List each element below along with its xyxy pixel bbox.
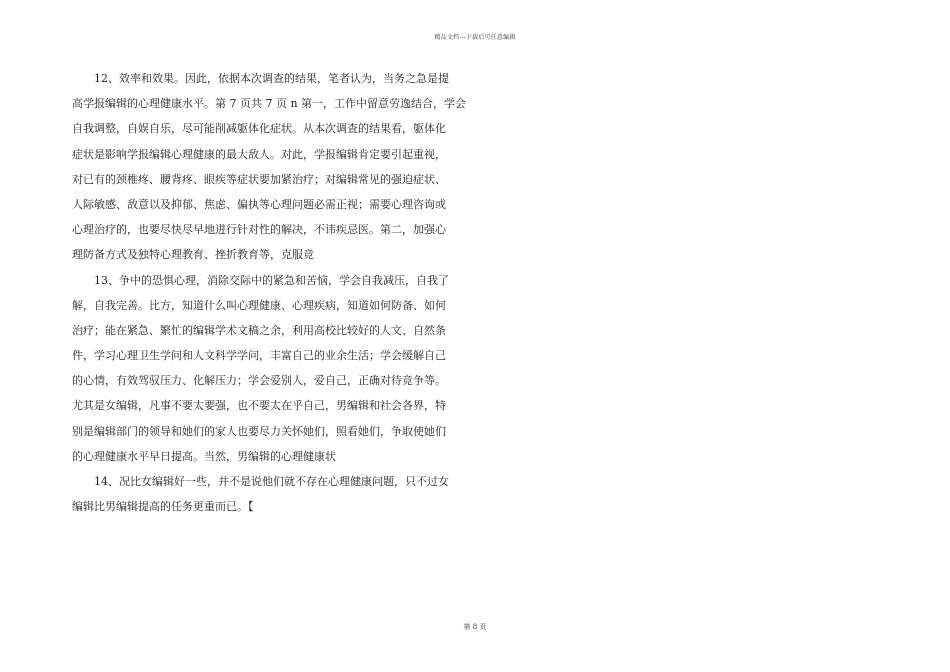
text-line: 14、况比女编辑好一些，并不是说他们就不存在心理健康问题，只不过女 [94, 475, 449, 488]
text-line: 编辑比男编辑提高的任务更重而已。【 [72, 500, 254, 514]
text-line: 尤其是女编辑，凡事不要太要强，也不要太在乎自己，男编辑和社会各界，特 [72, 399, 446, 413]
text-line: 别是编辑部门的领导和她们的家人也要尽力关怀她们，照看她们，争取使她们 [72, 424, 446, 438]
text-line: 人际敏感、敌意以及抑郁、焦虑、偏执等心理问题必需正视；需要心理咨询或 [72, 197, 446, 211]
text-line: 12、效率和效果。因此，依据本次调查的结果，笔者认为，当务之急是提 [94, 72, 449, 85]
document-body [72, 66, 466, 519]
text-line: 13、争中的恐惧心理，消除交际中的紧急和苦恼，学会自我减压，自我了 [94, 273, 449, 287]
text-line: 的心情，有效驾驭压力、化解压力；学会爱别人，爱自己，正确对待竞争等。 [72, 374, 446, 388]
page-header: 精品文档---下载后可任意编辑 [434, 34, 516, 41]
text-line: 解，自我完善。比方，知道什么叫心理健康、心理疾病，知道如何防备、如何 [72, 298, 446, 312]
text-line: 症状是影响学报编辑心理健康的最大敌人。对此，学报编辑肯定要引起重视， [72, 147, 446, 161]
text-line: 件，学习心理卫生学问和人文科学学问，丰富自己的业余生活；学会缓解自己 [72, 349, 446, 363]
text-line: 高学报编辑的心理健康水平。第 7 页共 7 页 n 第一，工作中留意劳逸结合，学会 [72, 97, 466, 111]
text-line: 心理治疗的，也要尽快尽早地进行针对性的解决，不讳疾忌医。第二，加强心 [72, 223, 446, 237]
page-number: 第 8 页 [463, 623, 487, 631]
text-line: 自我调整，自娱自乐，尽可能削减躯体化症状。从本次调查的结果看，躯体化 [72, 122, 446, 136]
text-line: 对已有的颈椎疼、腰背疼、眼疾等症状要加紧治疗；对编辑常见的强迫症状、 [72, 172, 446, 186]
text-line: 治疗；能在紧急、繁忙的编辑学术文稿之余，利用高校比较好的人文、自然条 [72, 323, 446, 337]
text-line: 理防备方式及独特心理教育、挫折教育等，克服竞 [72, 248, 314, 262]
text-line: 的心理健康水平早日提高。当然，男编辑的心理健康状 [72, 449, 336, 463]
